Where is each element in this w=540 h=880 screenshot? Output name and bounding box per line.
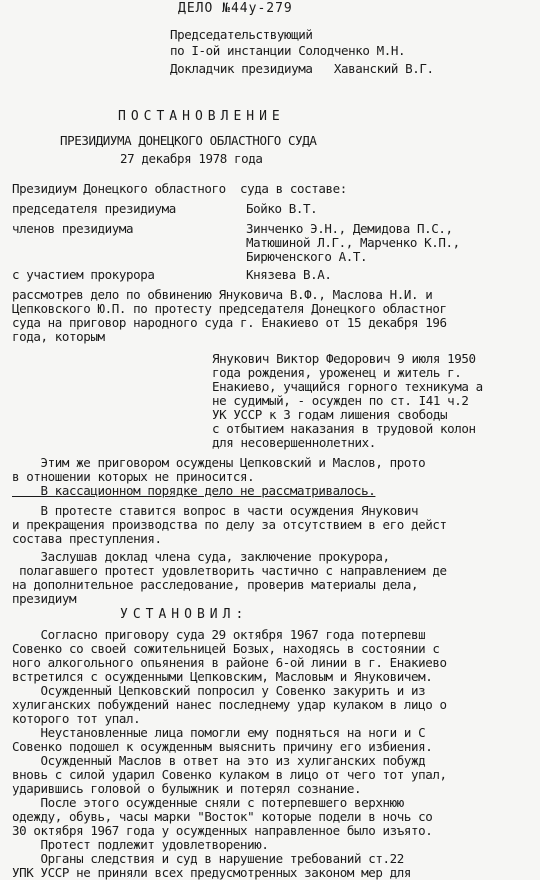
established-line: Неустановленные лица помогли ему подняться на ноги и С: [12, 725, 426, 740]
established-line: Осужденный Цепковский попросил у Совенко закурить и из: [12, 683, 426, 698]
reporter: Докладчик президиума Хаванский В.Г.: [170, 61, 434, 76]
paragraph-line: Заслушав доклад члена суда, заключение прокурора,: [12, 549, 390, 564]
members-line-2: Матюшиной Л.Г., Марченко К.П.,: [246, 235, 460, 250]
paragraph-line: президиум: [12, 591, 77, 606]
paragraph-line: В кассационном порядке дело не рассматривалось.: [12, 483, 376, 498]
chair-name: Бойко В.Т.: [246, 201, 318, 216]
members-line-1: Зинченко Э.Н., Демидова П.С.,: [246, 221, 453, 236]
established-line: ного алкогольного опьянения в районе 6-ой линии в г. Енакиево: [12, 655, 447, 670]
paragraph-line: на дополнительное расследование, проверив материалы дела,: [12, 577, 419, 592]
established-line: вновь с силой ударил Совенко кулаком в лицо от чего тот упал,: [12, 767, 447, 782]
defendant-line: Енакиево, учащийся горного техникума а: [212, 379, 483, 394]
paragraph-line: и прекращения производства по делу за отсутствием в его дейст: [12, 517, 447, 532]
defendant-line: для несовершеннолетних.: [212, 435, 376, 450]
body-line: года, которым: [12, 329, 105, 344]
paragraph-line: состава преступления.: [12, 531, 162, 546]
defendant-line: с отбытием наказания в трудовой колон: [212, 421, 476, 436]
members-line-3: Бирюченского А.Т.: [246, 249, 368, 264]
paragraph-line: в отношении которых не приносится.: [12, 469, 255, 484]
composition-intro: Президиум Донецкого областного суда в составе:: [12, 181, 347, 196]
established-line: Органы следствия и суд в нарушение требований ст.22: [12, 851, 404, 866]
established-line: 30 октября 1967 года у осужденных направленное было изъято.: [12, 823, 433, 838]
established-line: хулиганских побуждений нанес последнему удар кулаком в лицо о: [12, 697, 447, 712]
established-line: ударившись головой о булыжник и потерял сознание.: [12, 781, 362, 796]
established-line: Осужденный Маслов в ответ на это из хулиганских побужд: [12, 753, 426, 768]
presiding-label: Председательствующий: [170, 27, 313, 42]
defendant-line: года рождения, уроженец и житель г.: [212, 365, 462, 380]
document-date: 27 декабря 1978 года: [120, 151, 263, 166]
established-line: Протест подлежит удовлетворению.: [12, 837, 269, 852]
body-line: рассмотрев дело по обвинению Януковича В.Ф., Маслова Н.И. и: [12, 287, 433, 302]
court-name: ПРЕЗИДИУМА ДОНЕЦКОГО ОБЛАСТНОГО СУДА: [60, 133, 317, 148]
prosecutor-name: Князева В.А.: [246, 267, 332, 282]
body-line: Цепковского Ю.П. по протесту председателя Донецкого областног: [12, 301, 447, 316]
first-instance-judge: по I-ой инстанции Солодченко М.Н.: [170, 43, 406, 58]
established-line: которого тот упал.: [12, 711, 141, 726]
chair-label: председателя президиума: [12, 201, 176, 216]
body-line: суда на приговор народного суда г. Енакиево от 15 декабря 196: [12, 315, 447, 330]
defendant-line: не судимый, - осужден по ст. I41 ч.2: [212, 393, 469, 408]
established-line: одежду, обувь, часы марки "Восток" которые подели в ночь со: [12, 809, 433, 824]
paragraph-line: В протесте ставится вопрос в части осуждения Янукович: [12, 503, 419, 518]
members-label: членов президиума: [12, 221, 134, 236]
document-title: ПОСТАНОВЛЕНИЕ: [118, 109, 285, 124]
established-line: Совенко со своей сожительницей Бозых, находясь в состоянии с: [12, 641, 440, 656]
paragraph-line: полагавшего протест удовлетворить частично с направлением де: [12, 563, 447, 578]
established-line: После этого осужденные сняли с потерпевшего верхнюю: [12, 795, 404, 810]
paragraph-line: Этим же приговором осуждены Цепковский и Маслов, прото: [12, 455, 426, 470]
established-line: УПК УССР не приняли всех предусмотренных законом мер для: [12, 865, 412, 880]
established-title: УСТАНОВИЛ:: [120, 607, 249, 622]
defendant-line: Янукович Виктор Федорович 9 июля 1950: [212, 351, 476, 366]
established-line: встретился с осужденными Цепковским, Масловым и Януковичем.: [12, 669, 433, 684]
defendant-line: УК УССР к 3 годам лишения свободы: [212, 407, 448, 422]
case-number: ДЕЛО №44у-279: [178, 1, 293, 16]
prosecutor-label: с участием прокурора: [12, 267, 155, 282]
established-line: Согласно приговору суда 29 октября 1967 года потерпевш: [12, 627, 426, 642]
established-line: Совенко подошел к осужденным выяснить причину его избиения.: [12, 739, 433, 754]
